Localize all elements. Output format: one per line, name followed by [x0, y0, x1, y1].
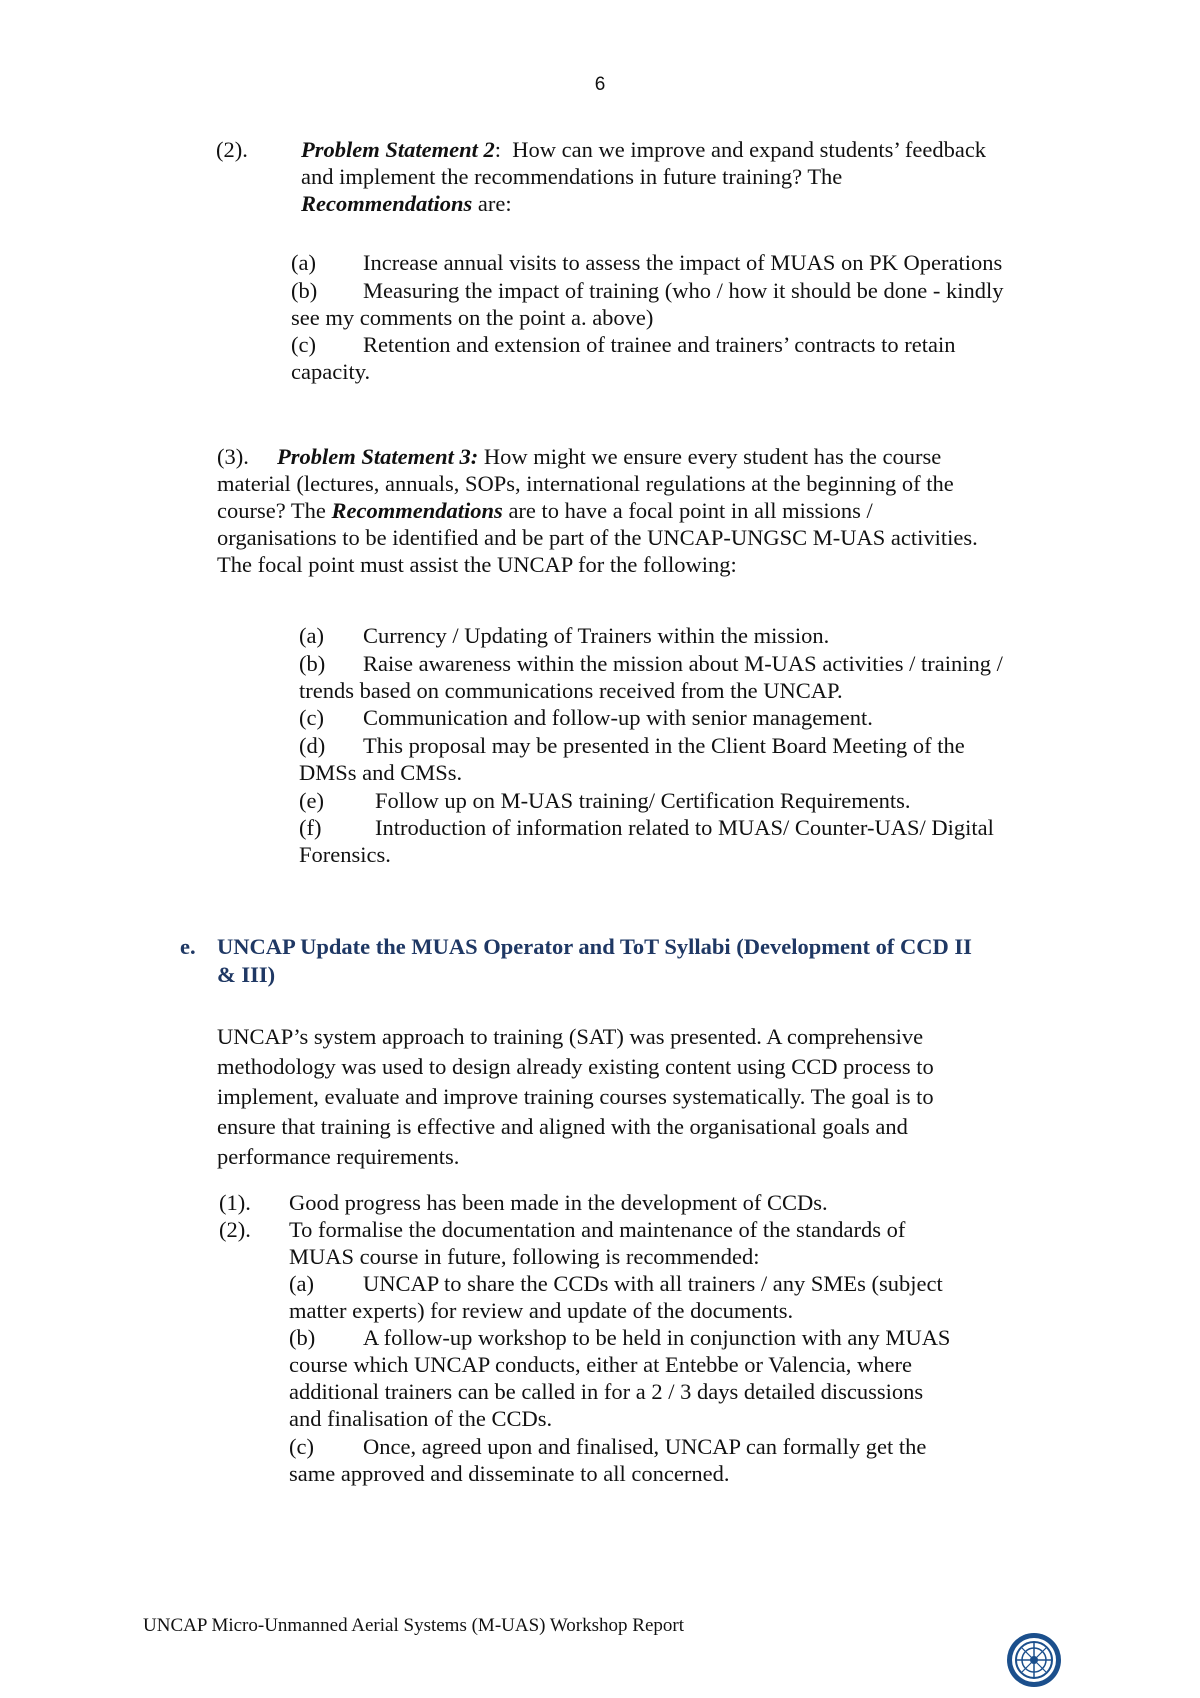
ps2-colon: : — [494, 137, 502, 162]
ps3-item-a-letter: (a) — [299, 623, 324, 648]
ps2-line2: and implement the recommendations in future training? The — [301, 164, 843, 189]
section-e-para-line3: implement, evaluate and improve training courses systematically. The goal is to — [217, 1084, 934, 1109]
ps3-item-d-letter: (d) — [299, 733, 326, 758]
section-e-sub-a-cont: matter experts) for review and update of the documents. — [289, 1298, 794, 1323]
ps3-item-c-text: Communication and follow-up with senior management. — [363, 705, 873, 730]
ps3-item-e-letter: (e) — [299, 788, 324, 813]
ps2-line3 — [301, 190, 512, 217]
ps3-item-c-letter: (c) — [299, 705, 324, 730]
section-e-heading-line2: & III) — [217, 962, 276, 987]
ps2-item-c-letter: (c) — [291, 332, 316, 357]
section-e-letter: e. — [180, 934, 196, 959]
section-e-sub-b-cont-3: and finalisation of the CCDs. — [289, 1406, 553, 1431]
section-e-para-line2: methodology was used to design already existing content using CCD process to — [217, 1054, 934, 1079]
section-e-sub-b-cont-1: course which UNCAP conducts, either at Entebbe or Valencia, where — [289, 1352, 912, 1377]
ps3-line4: organisations to be identified and be part of the UNCAP-UNGSC M-UAS activities. — [217, 525, 978, 550]
ps3-line5: The focal point must assist the UNCAP for the following: — [217, 552, 737, 577]
section-e-sub-b-letter: (b) — [289, 1325, 316, 1350]
ps3-item-f-cont: Forensics. — [299, 842, 391, 867]
section-e-item-1-num: (1). — [219, 1190, 251, 1215]
section-e-para-line4: ensure that training is effective and aligned with the organisational goals and — [217, 1114, 908, 1139]
section-e-item-2-num: (2). — [219, 1217, 251, 1242]
section-e-para-line1: UNCAP’s system approach to training (SAT) was presented. A comprehensive — [217, 1024, 924, 1049]
ps3-line1 — [217, 443, 941, 470]
ps3-line2: material (lectures, annuals, SOPs, international regulations at the beginning of the — [217, 471, 954, 496]
ps3-item-b-cont: trends based on communications received from the UNCAP. — [299, 678, 843, 703]
ps2-rec-rest: are: — [472, 191, 512, 216]
section-e-sub-a-letter: (a) — [289, 1271, 314, 1296]
ps3-item-f-letter: (f) — [299, 815, 322, 840]
ps3-item-b-text: Raise awareness within the mission about M-UAS activities / training / — [363, 651, 1003, 676]
section-e-sub-b-cont-2: additional trainers can be called in for a 2 / 3 days detailed discussions — [289, 1379, 924, 1404]
un-emblem-icon — [1005, 1631, 1063, 1689]
ps2-item-b-letter: (b) — [291, 278, 318, 303]
ps2-item-b-cont: see my comments on the point a. above) — [291, 305, 654, 330]
section-e-para-line5: performance requirements. — [217, 1144, 460, 1169]
ps3-line1-rest: How might we ensure every student has the course — [478, 444, 942, 469]
ps2-line1 — [301, 136, 986, 163]
section-e-heading-line1: UNCAP Update the MUAS Operator and ToT Syllabi (Development of CCD II — [217, 934, 972, 959]
ps2-item-c-cont: capacity. — [291, 359, 371, 384]
ps3-label: Problem Statement 3: — [277, 444, 479, 469]
ps3-line3-pre: course? The — [217, 498, 332, 523]
ps3-item-a-text: Currency / Updating of Trainers within the mission. — [363, 623, 830, 648]
ps3-item-e-text: Follow up on M-UAS training/ Certification Requirements. — [375, 788, 911, 813]
section-e-sub-c-cont: same approved and disseminate to all concerned. — [289, 1461, 730, 1486]
ps2-line1-rest: How can we improve and expand students’ feedback — [512, 137, 987, 162]
un-emblem-svg — [1005, 1631, 1063, 1689]
ps3-line3 — [217, 497, 873, 524]
ps3-item-d-text: This proposal may be presented in the Client Board Meeting of the — [363, 733, 965, 758]
ps2-label: Problem Statement 2 — [301, 137, 495, 162]
ps2-number: (2). — [216, 137, 248, 162]
ps2-item-b-text: Measuring the impact of training (who / how it should be done - kindly — [363, 278, 1004, 303]
ps3-rec-label: Recommendations — [331, 498, 503, 523]
section-e-sub-a-text: UNCAP to share the CCDs with all trainers / any SMEs (subject — [363, 1271, 943, 1296]
ps3-item-f-text: Introduction of information related to MUAS/ Counter-UAS/ Digital — [375, 815, 994, 840]
section-e-item-1-text: Good progress has been made in the development of CCDs. — [289, 1190, 828, 1215]
section-e-sub-c-text: Once, agreed upon and finalised, UNCAP can formally get the — [363, 1434, 927, 1459]
footer-text: UNCAP Micro-Unmanned Aerial Systems (M-UAS) Workshop Report — [143, 1615, 684, 1636]
ps2-rec-label: Recommendations — [301, 191, 473, 216]
ps3-number: (3). — [217, 444, 249, 469]
ps2-item-a-text: Increase annual visits to assess the impact of MUAS on PK Operations — [363, 250, 1003, 275]
ps2-item-c-text: Retention and extension of trainee and trainers’ contracts to retain — [363, 332, 956, 357]
section-e-item-2-text: To formalise the documentation and maintenance of the standards of — [289, 1217, 906, 1242]
section-e-item-2-cont: MUAS course in future, following is recommended: — [289, 1244, 760, 1269]
ps3-item-d-cont: DMSs and CMSs. — [299, 760, 463, 785]
ps2-item-a-letter: (a) — [291, 250, 316, 275]
page-number: 6 — [594, 74, 606, 95]
ps3-item-b-letter: (b) — [299, 651, 326, 676]
section-e-sub-c-letter: (c) — [289, 1434, 314, 1459]
ps3-line3-rest: are to have a focal point in all missions / — [502, 498, 873, 523]
section-e-sub-b-text: A follow-up workshop to be held in conjunction with any MUAS — [363, 1325, 951, 1350]
